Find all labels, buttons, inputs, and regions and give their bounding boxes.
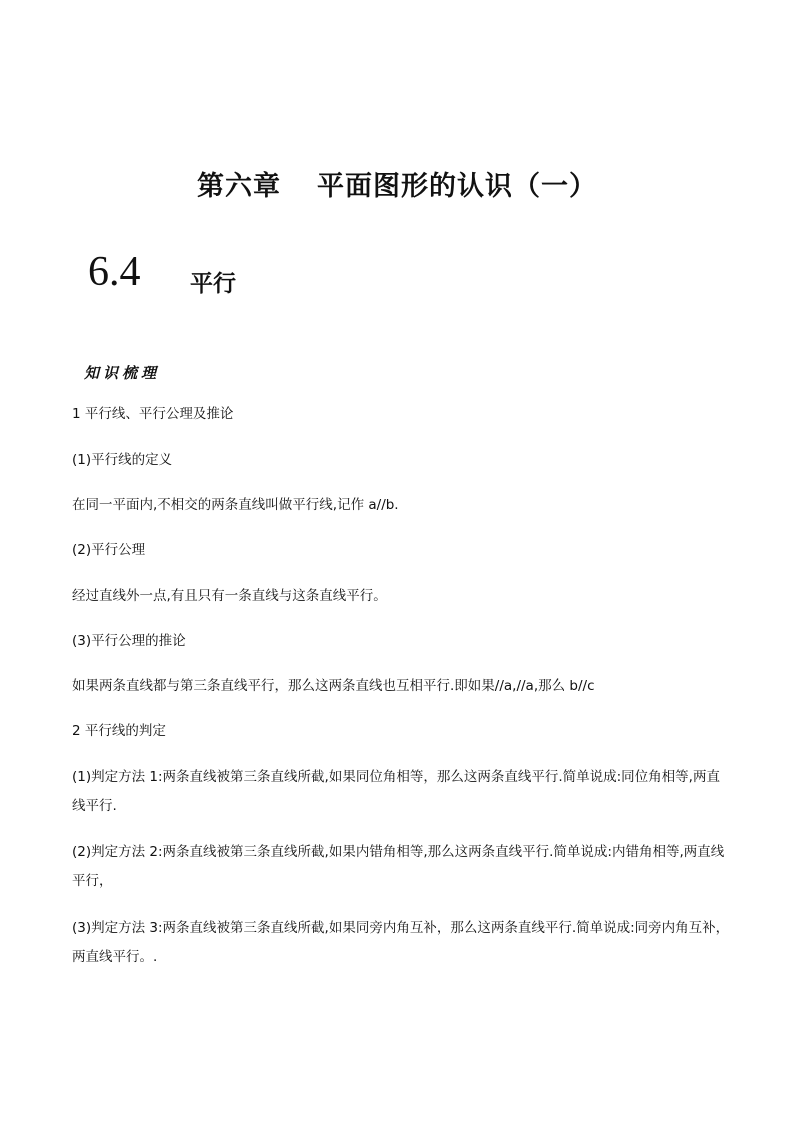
chapter-number: 第六章 bbox=[197, 171, 281, 202]
paragraph-subheading: (1)平行线的定义 bbox=[72, 452, 173, 468]
section-title: 平行 bbox=[190, 271, 236, 297]
section-number: 6.4 bbox=[88, 249, 141, 295]
paragraph-method-2: (2)判定方法 2:两条直线被第三条直线所截,如果内错角相等,那么这两条直线平行.简单说成:内错角相等,两直线平行， bbox=[72, 844, 725, 889]
paragraph-method-3: (3)判定方法 3:两条直线被第三条直线所截,如果同旁内角互补，那么这两条直线平行.简单说成:同旁内角互补，两直线平行。. bbox=[72, 920, 730, 965]
paragraph-subheading: (3)平行公理的推论 bbox=[72, 633, 186, 649]
chapter-name: 平面图形的认识（一） bbox=[317, 171, 597, 202]
paragraph-definition: 在同一平面内,不相交的两条直线叫做平行线,记作 a//b. bbox=[72, 497, 399, 513]
paragraph-subheading: (2)平行公理 bbox=[72, 542, 146, 558]
paragraph-corollary: 如果两条直线都与第三条直线平行，那么这两条直线也互相平行.即如果//a,//a,那么 b//c bbox=[72, 678, 595, 694]
chapter-title bbox=[0, 164, 794, 203]
paragraph-axiom: 经过直线外一点,有且只有一条直线与这条直线平行。 bbox=[72, 588, 387, 604]
paragraph-heading-1: 1 平行线、平行公理及推论 bbox=[72, 406, 234, 422]
paragraph-heading-2: 2 平行线的判定 bbox=[72, 723, 166, 739]
paragraph-method-1: (1)判定方法 1:两条直线被第三条直线所截,如果同位角相等，那么这两条直线平行.简单说成:同位角相等,两直线平行. bbox=[72, 769, 720, 814]
knowledge-summary-label: 知识梳理 bbox=[84, 364, 161, 382]
